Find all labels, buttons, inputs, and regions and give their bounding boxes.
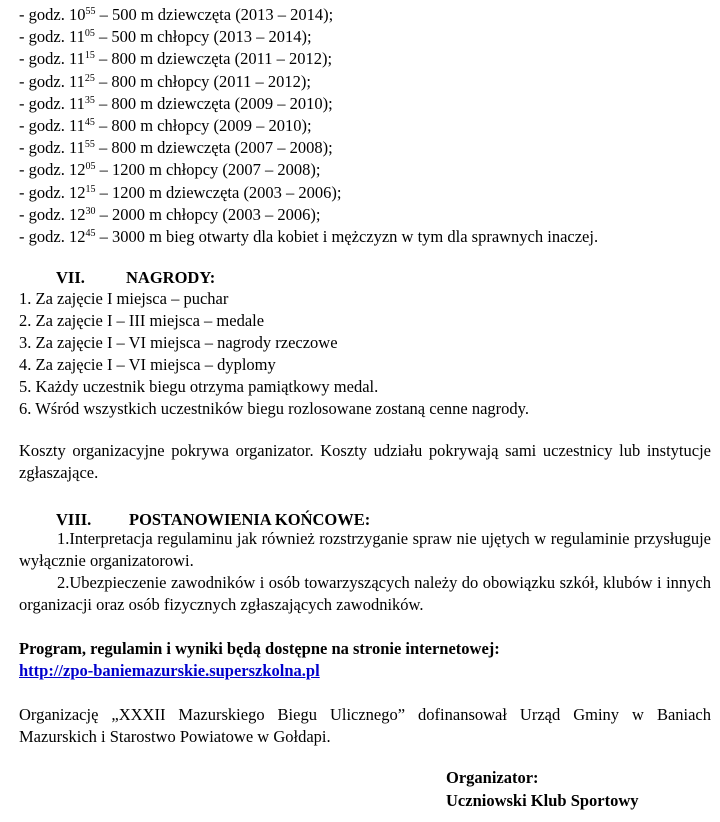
schedule-row [19, 4, 598, 26]
section-heading-final-provisions [56, 510, 370, 530]
schedule-minutes: 15 [85, 183, 96, 195]
schedule-hour: 12 [68, 204, 86, 224]
schedule-minutes: 15 [84, 50, 95, 62]
schedule-hour: 12 [68, 182, 86, 202]
section-heading-prizes [56, 268, 215, 288]
schedule-row [19, 26, 598, 48]
schedule-hour: 11 [68, 27, 85, 47]
schedule-hour: 12 [68, 227, 86, 247]
list-item: 2. Za zajęcie I – III miejsca – medale [19, 311, 265, 330]
schedule-row [19, 71, 598, 93]
schedule-prefix: - godz. [19, 160, 69, 180]
schedule-prefix: - godz. [19, 49, 69, 69]
schedule-event: – 800 m dziewczęta (2011 – 2012); [94, 49, 333, 69]
schedule-prefix: - godz. [19, 138, 69, 158]
schedule-hour: 10 [68, 5, 86, 24]
schedule-minutes: 45 [84, 117, 95, 129]
list-item: 4. Za zajęcie I – VI miejsca – dyplomy [19, 355, 276, 374]
schedule-row [19, 115, 598, 137]
schedule-row [19, 182, 598, 204]
schedule-event: – 800 m dziewczęta (2009 – 2010); [94, 93, 333, 113]
schedule-event: – 1200 m chłopcy (2007 – 2008); [95, 160, 321, 180]
schedule-minutes: 55 [84, 139, 95, 151]
list-item: 1. Za zajęcie I miejsca – puchar [19, 289, 229, 308]
provision-paragraph-1: 1.Interpretacja regulaminu jak również rozstrzyganie spraw nie ujętych w regulaminie przysługuje wyłącznie organizatorowi. [19, 529, 711, 570]
costs-paragraph: Koszty organizacyjne pokrywa organizator. Koszty udziału pokrywają sami uczestnicy lub instytucje zgłaszające. [19, 441, 711, 482]
schedule-prefix: - godz. [19, 182, 69, 202]
schedule-row [19, 48, 598, 70]
schedule-minutes: 25 [84, 72, 95, 84]
signature-organization: Uczniowski Klub Sportowy [446, 791, 639, 810]
schedule-event: – 800 m dziewczęta (2007 – 2008); [94, 138, 333, 158]
schedule-hour: 11 [68, 71, 85, 91]
section-number: VIII. [56, 510, 92, 529]
section-number: VII. [56, 268, 85, 287]
schedule-event: – 800 m chłopcy (2011 – 2012); [94, 71, 311, 91]
schedule-hour: 11 [68, 138, 85, 158]
schedule-minutes: 05 [85, 161, 96, 173]
schedule-minutes: 55 [85, 6, 96, 17]
schedule-event: – 800 m chłopcy (2009 – 2010); [94, 116, 312, 136]
schedule-prefix: - godz. [19, 71, 69, 91]
schedule-list [19, 4, 598, 248]
list-item: 5. Każdy uczestnik biegu otrzyma pamiątkowy medal. [19, 377, 379, 396]
signature-block [446, 766, 639, 812]
schedule-row [19, 204, 598, 226]
schedule-row [19, 159, 598, 181]
schedule-row [19, 93, 598, 115]
list-item: 6. Wśród wszystkich uczestników biegu rozlosowane zostaną cenne nagrody. [19, 399, 529, 418]
schedule-prefix: - godz. [19, 116, 69, 136]
funding-paragraph: Organizację „XXXII Mazurskiego Biegu Ulicznego” dofinansował Urząd Gminy w Baniach Mazurskich i Starostwo Powiatowe w Gołdapi. [19, 705, 711, 746]
schedule-prefix: - godz. [19, 27, 69, 47]
schedule-event: – 2000 m chłopcy (2003 – 2006); [95, 204, 321, 224]
signature-title: Organizator: [446, 768, 539, 787]
schedule-hour: 11 [68, 116, 85, 136]
schedule-hour: 12 [68, 160, 86, 180]
schedule-row [19, 137, 598, 159]
schedule-minutes: 35 [84, 94, 95, 106]
list-item: 3. Za zajęcie I – VI miejsca – nagrody rzeczowe [19, 333, 338, 352]
schedule-event: – 500 m chłopcy (2013 – 2014); [94, 27, 312, 47]
schedule-event: – 1200 m dziewczęta (2003 – 2006); [95, 182, 342, 202]
schedule-prefix: - godz. [19, 93, 69, 113]
provision-paragraph-2: 2.Ubezpieczenie zawodników i osób towarzyszących należy do obowiązku szkół, klubów i innych organizacji oraz osób fizycznych zgłaszających zawodników. [19, 573, 711, 614]
program-notice: Program, regulamin i wyniki będą dostępne na stronie internetowej: [19, 639, 500, 658]
schedule-hour: 11 [68, 93, 85, 113]
section-title: NAGRODY: [126, 268, 216, 287]
prizes-list [19, 288, 529, 420]
schedule-minutes: 45 [85, 228, 96, 240]
schedule-minutes: 30 [85, 205, 96, 217]
schedule-minutes: 05 [84, 28, 95, 40]
schedule-prefix: - godz. [19, 5, 69, 24]
schedule-event: – 3000 m bieg otwarty dla kobiet i mężczyzn w tym dla sprawnych inaczej. [95, 227, 599, 247]
schedule-hour: 11 [68, 49, 85, 69]
schedule-prefix: - godz. [19, 204, 69, 224]
schedule-prefix: - godz. [19, 227, 69, 247]
schedule-event: – 500 m dziewczęta (2013 – 2014); [95, 5, 334, 24]
website-link[interactable]: http://zpo-baniemazurskie.superszkolna.pl [19, 661, 320, 680]
section-title: POSTANOWIENIA KOŃCOWE: [129, 510, 371, 529]
schedule-row [19, 226, 598, 248]
